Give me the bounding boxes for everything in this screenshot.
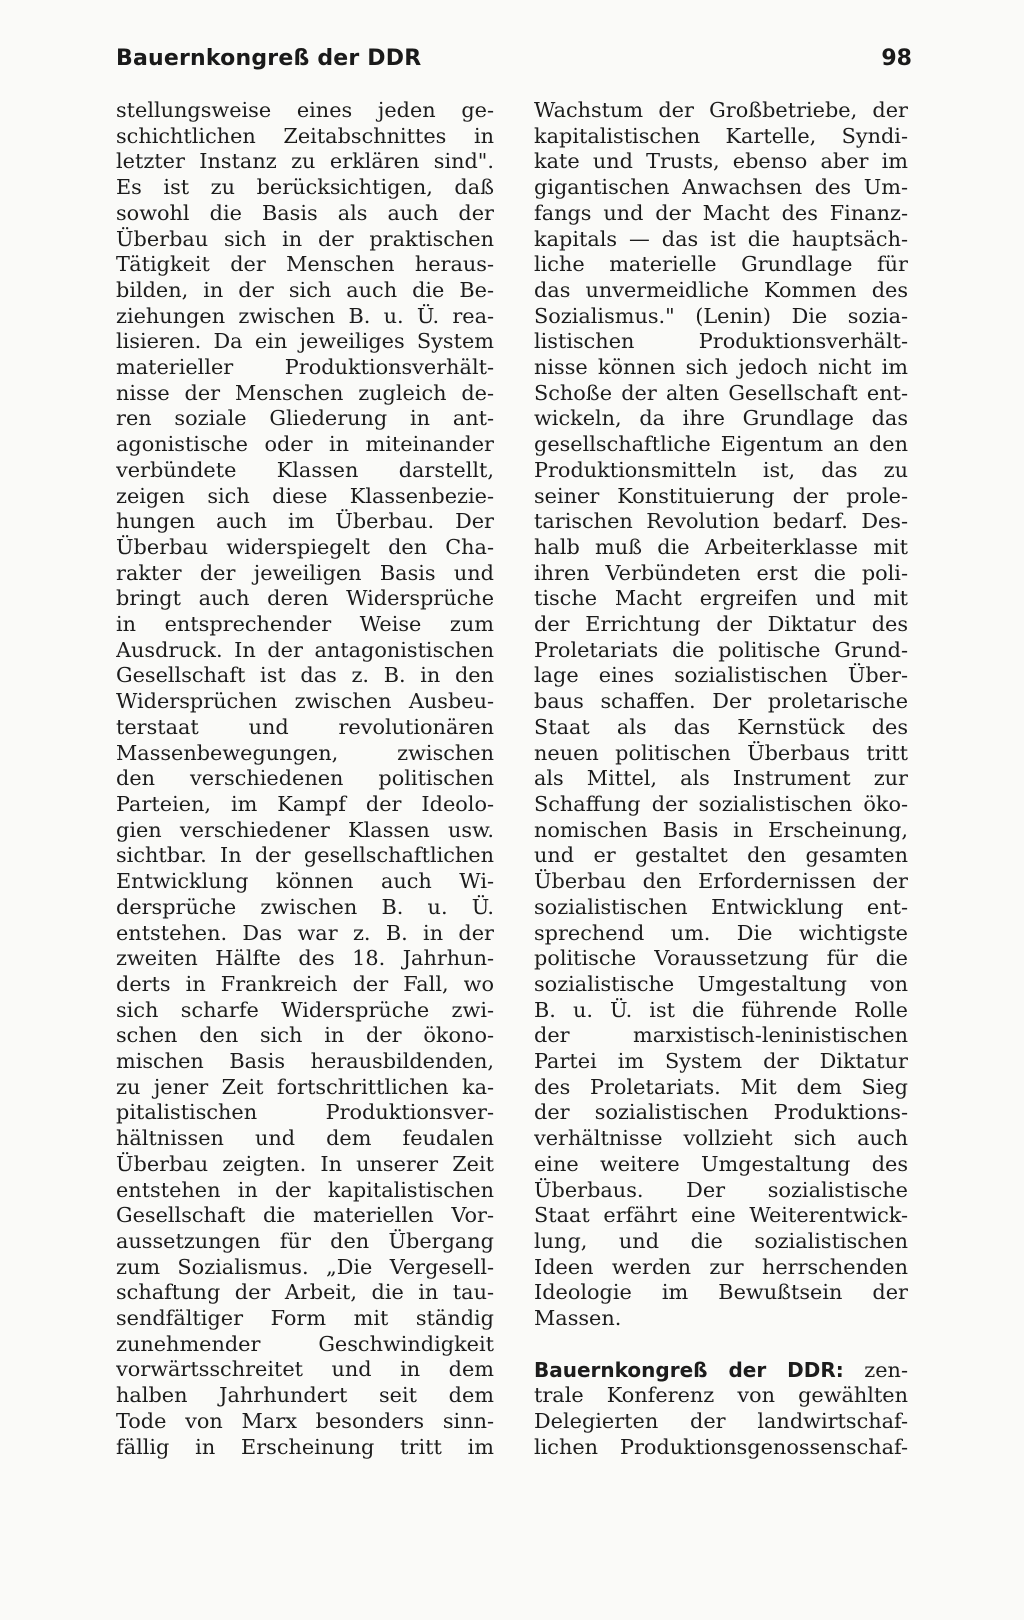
text-line: entstehen in der kapitalistischen <box>116 1177 494 1202</box>
text-line: Produktionsmitteln ist, das zu <box>534 457 908 482</box>
text-line: nisse können sich jedoch nicht im <box>534 355 908 380</box>
text-line: wickeln, da ihre Grundlage das <box>534 406 908 431</box>
entry-gap <box>534 1332 908 1358</box>
text-line: vorwärtsschreitet und in dem <box>116 1357 494 1382</box>
text-line: Proletariats die politische Grund- <box>534 637 908 662</box>
running-head: Bauernkongreß der DDR <box>116 46 422 71</box>
text-line: und er gestaltet den gesamten <box>534 843 908 868</box>
text-line: des Proletariats. Mit dem Sieg <box>534 1074 908 1099</box>
text-line: ziehungen zwischen B. u. Ü. rea- <box>116 303 494 328</box>
text-line: verhältnisse vollzieht sich auch <box>534 1126 908 1151</box>
text-line: lage eines sozialistischen Über- <box>534 663 908 688</box>
text-line: Überbau den Erfordernissen der <box>534 869 908 894</box>
text-line: sendfältiger Form mit ständig <box>116 1306 494 1331</box>
text-line: agonistische oder in miteinander <box>116 432 494 457</box>
text-line: Ausdruck. In der antagonistischen <box>116 637 494 662</box>
text-line: gesellschaftliche Eigentum an den <box>534 432 908 457</box>
text-line: Schoße der alten Gesellschaft ent- <box>534 380 908 405</box>
text-line: lisieren. Da ein jeweiliges System <box>116 329 494 354</box>
text-line: kate und Trusts, ebenso aber im <box>534 149 908 174</box>
text-line: gigantischen Anwachsen des Um- <box>534 175 908 200</box>
text-line: B. u. Ü. ist die führende Rolle <box>534 997 908 1022</box>
text-line: schichtlichen Zeitabschnittes in <box>116 123 494 148</box>
text-line: bringt auch deren Widersprüche <box>116 586 494 611</box>
text-line: aussetzungen für den Übergang <box>116 1228 494 1253</box>
text-line: sich scharfe Widersprüche zwi- <box>116 997 494 1022</box>
text-line: rakter der jeweiligen Basis und <box>116 560 494 585</box>
text-line: politische Voraussetzung für die <box>534 946 908 971</box>
text-line: Massen. <box>534 1306 622 1331</box>
text-line: Überbau sich in der praktischen <box>116 226 494 251</box>
text-line: kapitals — das ist die hauptsäch- <box>534 226 908 251</box>
entry-first-line <box>534 1358 908 1384</box>
entry-body <box>534 1383 908 1460</box>
text-line: schen den sich in der ökono- <box>116 1023 494 1048</box>
text-line: Parteien, im Kampf der Ideolo- <box>116 791 494 816</box>
text-line: Entwicklung können auch Wi- <box>116 869 494 894</box>
text-line: fällig in Erscheinung tritt im <box>116 1434 494 1459</box>
right-column <box>534 98 908 1461</box>
text-line: sichtbar. In der gesellschaftlichen <box>116 843 494 868</box>
text-line: Schaffung der sozialistischen öko- <box>534 791 908 816</box>
text-line: der sozialistischen Produktions- <box>534 1100 908 1125</box>
text-line: in entsprechender Weise zum <box>116 612 494 637</box>
text-line: Partei im System der Diktatur <box>534 1049 908 1074</box>
text-line: schaftung der Arbeit, die in tau- <box>116 1280 494 1305</box>
text-line: sozialistische Umgestaltung von <box>534 971 908 996</box>
text-line: als Mittel, als Instrument zur <box>534 766 908 791</box>
text-line: der Errichtung der Diktatur des <box>534 612 908 637</box>
text-line: den verschiedenen politischen <box>116 766 494 791</box>
text-line: Massenbewegungen, zwischen <box>116 740 494 765</box>
text-line: Tätigkeit der Menschen heraus- <box>116 252 494 277</box>
text-line: sozialistischen Entwicklung ent- <box>534 894 908 919</box>
left-column <box>116 98 494 1460</box>
text-line: der marxistisch-leninistischen <box>534 1023 908 1048</box>
text-line: Überbau zeigten. In unserer Zeit <box>116 1151 494 1176</box>
text-line: Tode von Marx besonders sinn- <box>116 1408 494 1433</box>
text-line: pitalistischen Produktionsver- <box>116 1100 494 1125</box>
text-line: ren soziale Gliederung in ant- <box>116 406 494 431</box>
text-line: Staat erfährt eine Weiterentwick- <box>534 1203 908 1228</box>
text-line: sprechend um. Die wichtigste <box>534 920 908 945</box>
text-line: listischen Produktionsverhält- <box>534 329 908 354</box>
text-line: Widersprüchen zwischen Ausbeu- <box>116 689 494 714</box>
text-line: Staat als das Kernstück des <box>534 714 908 739</box>
text-line: dersprüche zwischen B. u. Ü. <box>116 894 494 919</box>
text-line: trale Konferenz von gewählten <box>534 1383 908 1408</box>
text-line: halben Jahrhundert seit dem <box>116 1383 494 1408</box>
page-number: 98 <box>881 46 912 71</box>
text-line: halb muß die Arbeiterklasse mit <box>534 534 908 559</box>
text-line: ihren Verbündeten erst die poli- <box>534 560 908 585</box>
entry-first-line-rest: zen- <box>864 1357 908 1382</box>
text-line: das unvermeidliche Kommen des <box>534 277 908 302</box>
text-line: Gesellschaft die materiellen Vor- <box>116 1203 494 1228</box>
text-line: baus schaffen. Der proletarische <box>534 689 908 714</box>
text-line: liche materielle Grundlage für <box>534 252 908 277</box>
text-line: terstaat und revolutionären <box>116 714 494 739</box>
entry-term: Bauernkongreß der DDR: <box>534 1357 844 1382</box>
text-line: nisse der Menschen zugleich de- <box>116 380 494 405</box>
text-line: Es ist zu berücksichtigen, daß <box>116 175 494 200</box>
text-line: neuen politischen Überbaus tritt <box>534 740 908 765</box>
text-line: gien verschiedener Klassen usw. <box>116 817 494 842</box>
text-line: kapitalistischen Kartelle, Syndi- <box>534 123 908 148</box>
text-line: zu jener Zeit fortschrittlichen ka- <box>116 1074 494 1099</box>
text-line: letzter Instanz zu erklären sind". <box>116 149 494 174</box>
text-line: Überbau widerspiegelt den Cha- <box>116 534 494 559</box>
text-line: Überbaus. Der sozialistische <box>534 1177 908 1202</box>
text-line: zunehmender Geschwindigkeit <box>116 1331 494 1356</box>
text-line: bilden, in der sich auch die Be- <box>116 277 494 302</box>
text-line: Ideologie im Bewußtsein der <box>534 1280 908 1305</box>
text-line: sowohl die Basis als auch der <box>116 200 494 225</box>
text-line: Sozialismus." (Lenin) Die sozia- <box>534 303 908 328</box>
text-line: mischen Basis herausbildenden, <box>116 1049 494 1074</box>
text-line: eine weitere Umgestaltung des <box>534 1151 908 1176</box>
text-line: stellungsweise eines jeden ge- <box>116 98 494 122</box>
text-line: Wachstum der Großbetriebe, der <box>534 98 908 122</box>
text-line: fangs und der Macht des Finanz- <box>534 200 908 225</box>
text-line: zweiten Hälfte des 18. Jahrhun- <box>116 946 494 971</box>
text-line: tische Macht ergreifen und mit <box>534 586 908 611</box>
text-line: hungen auch im Überbau. Der <box>116 509 494 534</box>
text-line: lichen Produktionsgenossenschaf- <box>534 1434 908 1459</box>
text-line: Delegierten der landwirtschaf- <box>534 1409 908 1434</box>
text-line: seiner Konstituierung der prole- <box>534 483 908 508</box>
right-column-body <box>534 98 908 1332</box>
text-line: tarischen Revolution bedarf. Des- <box>534 509 908 534</box>
text-line: lung, und die sozialistischen <box>534 1228 908 1253</box>
text-line: entstehen. Das war z. B. in der <box>116 920 494 945</box>
text-line: materieller Produktionsverhält- <box>116 355 494 380</box>
text-line: verbündete Klassen darstellt, <box>116 457 494 482</box>
text-line: zeigen sich diese Klassenbezie- <box>116 483 494 508</box>
text-line: hältnissen und dem feudalen <box>116 1126 494 1151</box>
text-line: Gesellschaft ist das z. B. in den <box>116 663 494 688</box>
text-line: nomischen Basis in Erscheinung, <box>534 817 908 842</box>
text-line: derts in Frankreich der Fall, wo <box>116 971 494 996</box>
text-line: Ideen werden zur herrschenden <box>534 1254 908 1279</box>
text-line: zum Sozialismus. „Die Vergesell- <box>116 1254 494 1279</box>
